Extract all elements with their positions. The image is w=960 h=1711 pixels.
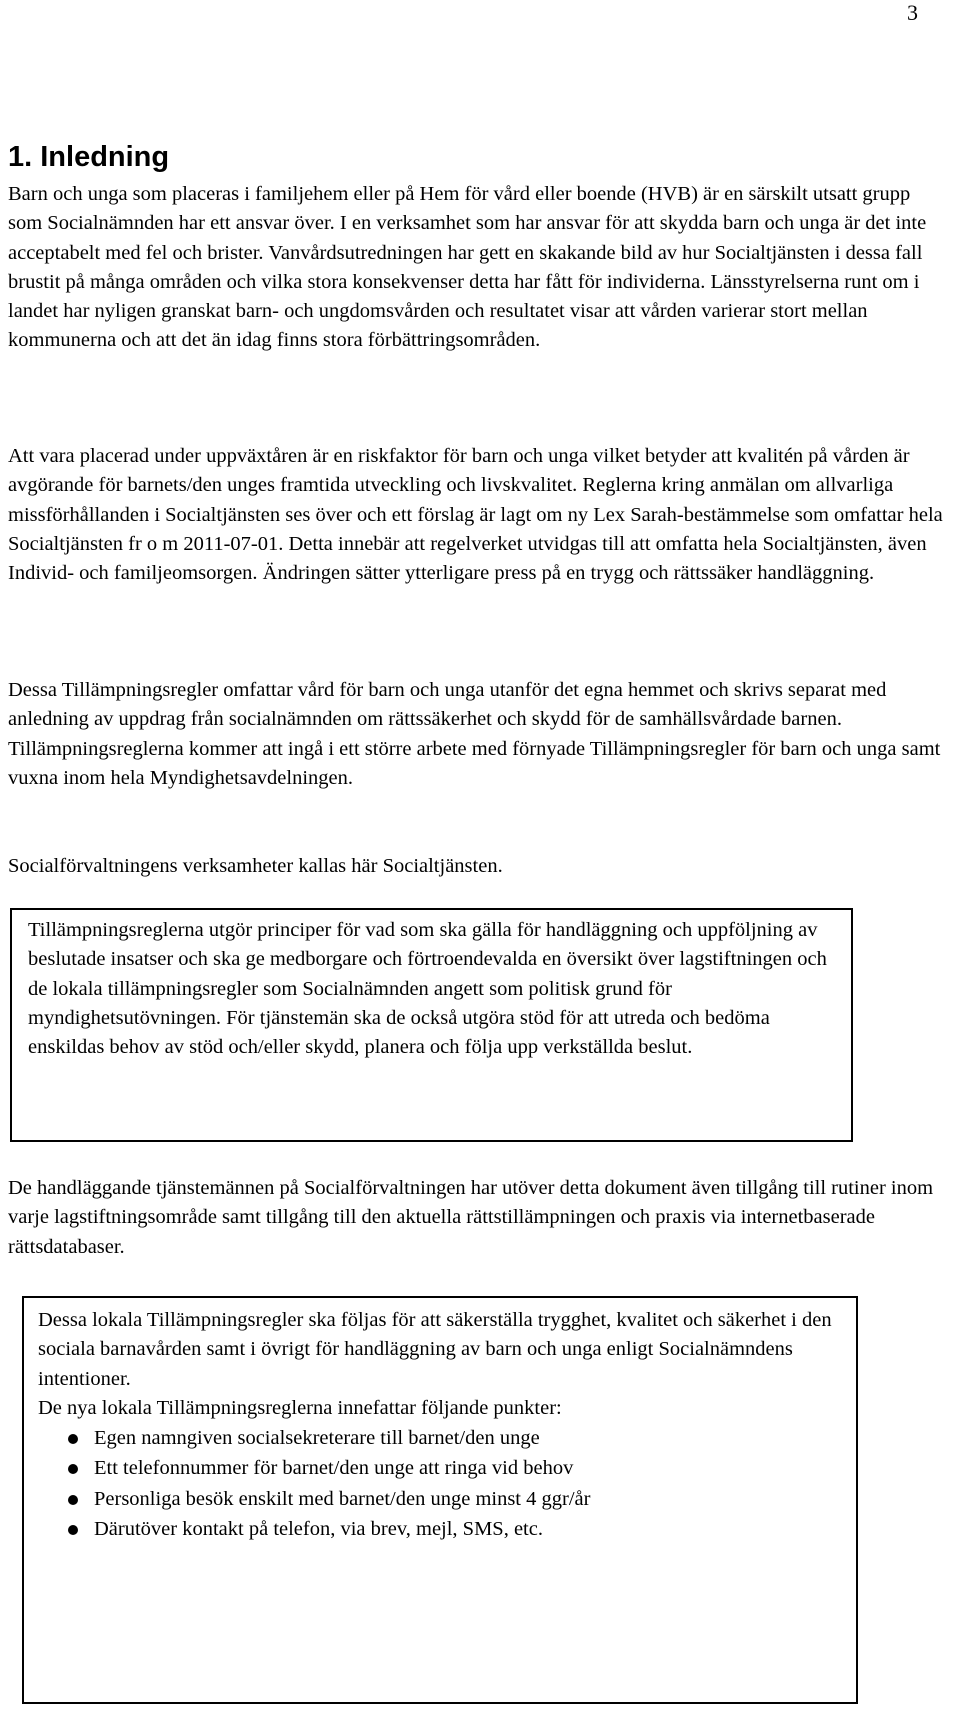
page-number: 3 [907,0,918,25]
intro-paragraph: Barn och unga som placeras i familjehem eller på Hem för vård eller boende (HVB) är en särskilt utsatt grupp som Socialnämnden har ett ansvar över. I en verksamhet som har ansvar för att skydda barn och unga är det inte acceptabelt med fel och brister. Vanvårdsutredningen har gett en skakande bild av hur Socialtjänsten i dessa fall brustit på många områden och vilka stora konsekvenser detta har fått för individerna. Länsstyrelserna runt om i landet har nyligen granskat barn- och ungdomsvården och resultatet visar att vården varierar stort mellan kommunerna och att det än idag finns stora förbättringsområden. [8,183,927,352]
rules-list [38,1424,842,1544]
rules-box [22,1296,858,1704]
list-item: Därutöver kontakt på telefon, via brev, mejl, SMS, etc. [94,1515,842,1544]
scope-paragraph: Dessa Tillämpningsregler omfattar vård för barn och unga utanför det egna hemmet och skrivs separat med anledning av uppdrag från socialnämnden om rättssäkerhet och skydd för de samhällsvårdade barnen. Tillämpningsreglerna kommer att ingå i ett större arbete med förnyade Tillämpningsregler för barn och unga samt vuxna inom hela Myndighetsavdelningen. [8,679,941,789]
list-item: Egen namngiven socialsekreterare till barnet/den unge [94,1424,842,1453]
list-item: Personliga besök enskilt med barnet/den unge minst 4 ggr/år [94,1485,842,1514]
principles-box [10,908,853,1142]
routines-paragraph: De handläggande tjänstemännen på Socialförvaltningen har utöver detta dokument även tillgång till rutiner inom varje lagstiftningsområde samt tillgång till den aktuella rättstillämpningen och praxis via internetbaserade rättsdatabaser. [8,1177,934,1258]
rules-box-list-intro: De nya lokala Tillämpningsreglerna innefattar följande punkter: [38,1396,562,1419]
list-item: Ett telefonnummer för barnet/den unge att ringa vid behov [94,1454,842,1483]
risk-paragraph: Att vara placerad under uppväxtåren är en riskfaktor för barn och unga vilket betyder att kvalitén på vården är avgörande för barnets/den unges framtida utveckling och livskvalitet. Reglerna kring anmälan om allvarliga missförhållanden i Socialtjänsten ses över och ett förslag är lagt om ny Lex Sarah-bestämmelse som omfattar hela Socialtjänsten fr o m 2011-07-01. Detta innebär att regelverket utvidgas till att omfatta hela Socialtjänsten, även Individ- och familjeomsorgen. Ändringen sätter ytterligare press på en trygg och rättssäker handläggning. [8,445,943,585]
definition-paragraph: Socialförvaltningens verksamheter kallas här Socialtjänsten. [8,855,503,877]
section-heading: 1. Inledning [8,141,170,173]
principles-box-text: Tillämpningsreglerna utgör principer för vad som ska gälla för handläggning och uppföljning av beslutade insatser och ska ge medborgare och förtroendevalda en översikt över lagstiftningen och de lokala tillämpningsregler som Socialnämnden angett som politisk grund för myndighetsutövningen. För tjänstemän ska de också utgöra stöd för att utreda och bedöma enskildas behov av stöd och/eller skydd, planera och följa upp verkställda beslut. [28,919,827,1059]
rules-box-intro: Dessa lokala Tillämpningsregler ska följas för att säkerställa trygghet, kvalitet och säkerhet i den sociala barnavården samt i övrigt för handläggning av barn och unga enligt Socialnämndens intentioner. [38,1309,832,1390]
